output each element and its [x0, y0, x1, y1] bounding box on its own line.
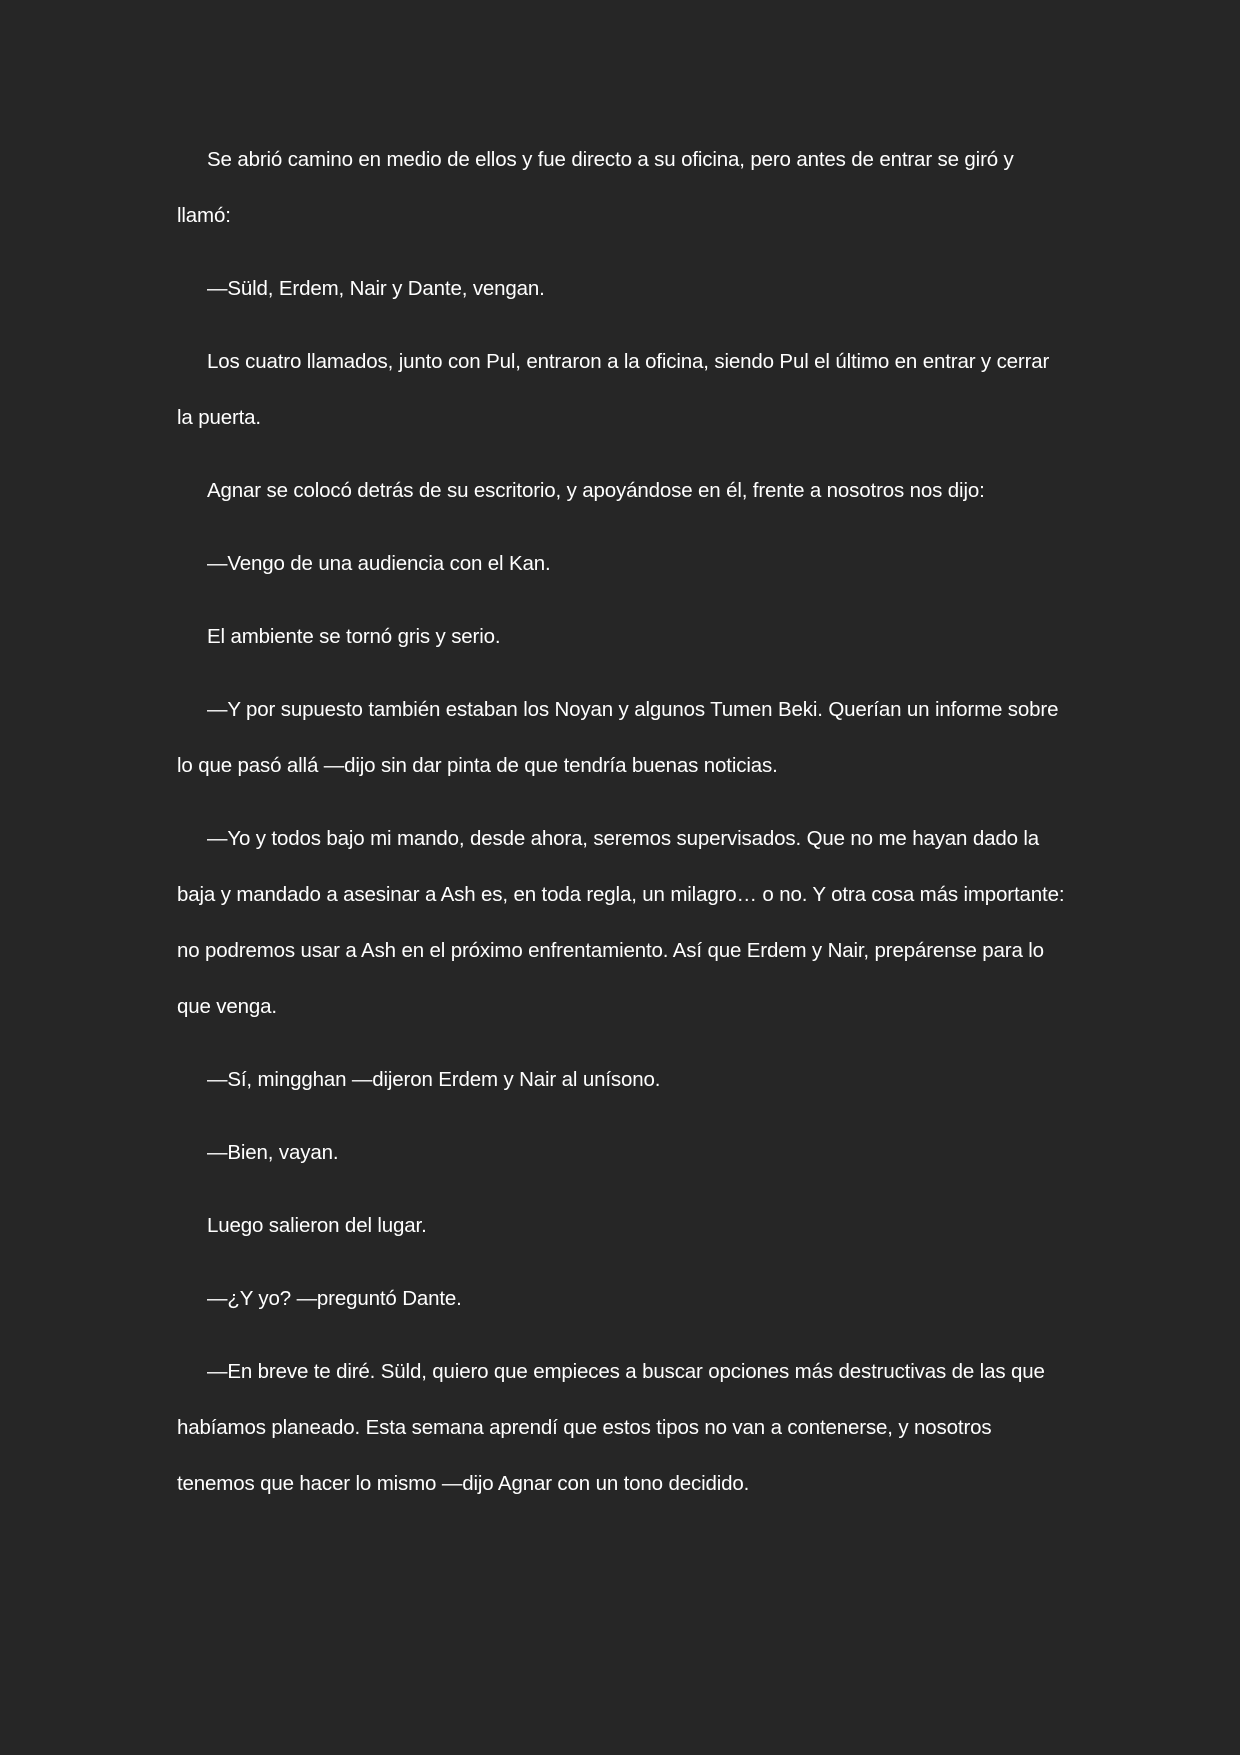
paragraph: Se abrió camino en medio de ellos y fue directo a su oficina, pero antes de entrar se giró y llamó: [177, 148, 1014, 227]
paragraph: —Süld, Erdem, Nair y Dante, vengan. [207, 277, 545, 300]
paragraph: Luego salieron del lugar. [207, 1214, 427, 1237]
paragraph: —Yo y todos bajo mi mando, desde ahora, seremos supervisados. Que no me hayan dado la baja y mandado a asesinar a Ash es, en toda regla, un milagro… o no. Y otra cosa más importante: no podremos usar a Ash en el próximo enfrentamiento. Así que Erdem y Nair, prepárense para lo que venga. [177, 827, 1065, 1018]
document-page [177, 132, 1067, 1529]
paragraph: El ambiente se tornó gris y serio. [207, 625, 501, 648]
paragraph: Agnar se colocó detrás de su escritorio, y apoyándose en él, frente a nosotros nos dijo: [207, 479, 985, 502]
paragraph: —Y por supuesto también estaban los Noyan y algunos Tumen Beki. Querían un informe sobre lo que pasó allá —dijo sin dar pinta de que tendría buenas noticias. [177, 698, 1059, 777]
paragraph: —Bien, vayan. [207, 1141, 339, 1164]
paragraph: —Sí, mingghan —dijeron Erdem y Nair al unísono. [207, 1068, 661, 1091]
paragraph: —¿Y yo? —preguntó Dante. [207, 1287, 462, 1310]
paragraph: Los cuatro llamados, junto con Pul, entraron a la oficina, siendo Pul el último en entrar y cerrar la puerta. [177, 350, 1050, 429]
paragraph: —Vengo de una audiencia con el Kan. [207, 552, 551, 575]
paragraph: —En breve te diré. Süld, quiero que empieces a buscar opciones más destructivas de las que habíamos planeado. Esta semana aprendí que estos tipos no van a contenerse, y nosotros tenemos que hacer lo mismo —dijo Agnar con un tono decidido. [177, 1360, 1045, 1495]
